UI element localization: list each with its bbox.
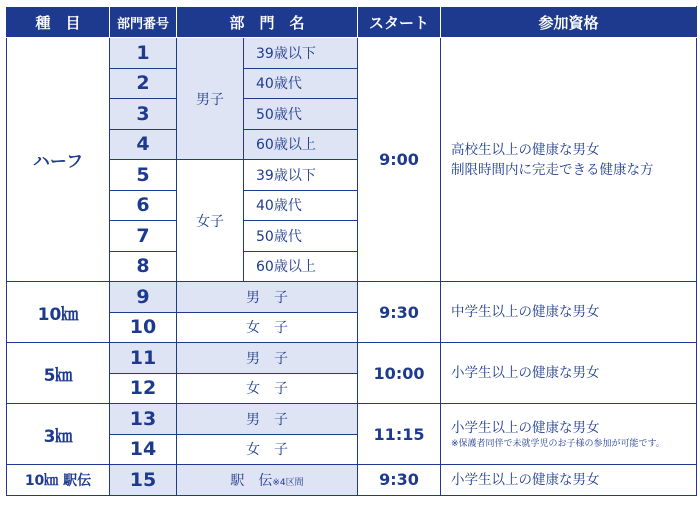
division-number: 13 [110, 404, 177, 435]
header-eligibility: 参加資格 [441, 7, 697, 38]
division-number: 11 [110, 343, 177, 374]
age-group: 50歳代 [244, 99, 358, 130]
sex-label: 女 子 [177, 312, 358, 343]
division-number: 10 [110, 312, 177, 343]
division-number: 12 [110, 373, 177, 404]
table-row [7, 404, 697, 435]
half-female-label: 女子 [177, 160, 244, 282]
start-time-5km: 10:00 [358, 343, 441, 404]
sex-label: 男 子 [177, 282, 358, 313]
header-row [7, 7, 697, 38]
half-male-label: 男子 [177, 38, 244, 160]
eligibility-3km-text: 小学生以上の健康な男女 [451, 420, 600, 436]
ekiden-name-cell [177, 465, 358, 496]
age-group: 40歳代 [244, 190, 358, 221]
race-categories-table [6, 6, 697, 496]
eligibility-ekiden: 小学生以上の健康な男女 [441, 465, 697, 496]
sex-label: 女 子 [177, 373, 358, 404]
division-number: 2 [110, 68, 177, 99]
start-time-10km: 9:30 [358, 282, 441, 343]
division-number: 5 [110, 160, 177, 191]
eligibility-10km: 中学生以上の健康な男女 [441, 282, 697, 343]
event-ekiden: 10㎞ 駅伝 [7, 465, 110, 496]
header-division-no: 部門番号 [110, 7, 177, 38]
division-number: 7 [110, 221, 177, 252]
header-event: 種 目 [7, 7, 110, 38]
division-number: 4 [110, 129, 177, 160]
age-group: 39歳以下 [244, 38, 358, 69]
header-division-name: 部 門 名 [177, 7, 358, 38]
age-group: 60歳以上 [244, 129, 358, 160]
eligibility-half-line2: 制限時間内に完走できる健康な方 [451, 161, 654, 178]
table-row [7, 282, 697, 313]
event-half: ハーフ [7, 38, 110, 282]
event-10km: 10㎞ [7, 282, 110, 343]
ekiden-name: 駅 伝 [230, 472, 273, 489]
event-3km: 3㎞ [7, 404, 110, 465]
division-number: 9 [110, 282, 177, 313]
division-number: 1 [110, 38, 177, 69]
event-5km: 5㎞ [7, 343, 110, 404]
eligibility-3km-note: ※保護者同伴で未就学児のお子様の参加が可能です。 [451, 439, 665, 449]
division-number: 6 [110, 190, 177, 221]
start-time-ekiden: 9:30 [358, 465, 441, 496]
start-time-half: 9:00 [358, 38, 441, 282]
eligibility-half-line1: 高校生以上の健康な男女 [451, 141, 600, 158]
table-row [7, 465, 697, 496]
sex-label: 男 子 [177, 343, 358, 374]
eligibility-3km [441, 404, 697, 465]
sex-label: 女 子 [177, 434, 358, 465]
division-number: 3 [110, 99, 177, 130]
header-start: スタート [358, 7, 441, 38]
age-group: 39歳以下 [244, 160, 358, 191]
division-number: 14 [110, 434, 177, 465]
division-number: 15 [110, 465, 177, 496]
eligibility-half [441, 38, 697, 282]
table-row [7, 38, 697, 69]
age-group: 60歳以上 [244, 251, 358, 282]
table-row [7, 343, 697, 374]
age-group: 50歳代 [244, 221, 358, 252]
age-group: 40歳代 [244, 68, 358, 99]
division-number: 8 [110, 251, 177, 282]
ekiden-name-note: ※4区間 [272, 477, 304, 488]
start-time-3km: 11:15 [358, 404, 441, 465]
sex-label: 男 子 [177, 404, 358, 435]
eligibility-5km: 小学生以上の健康な男女 [441, 343, 697, 404]
